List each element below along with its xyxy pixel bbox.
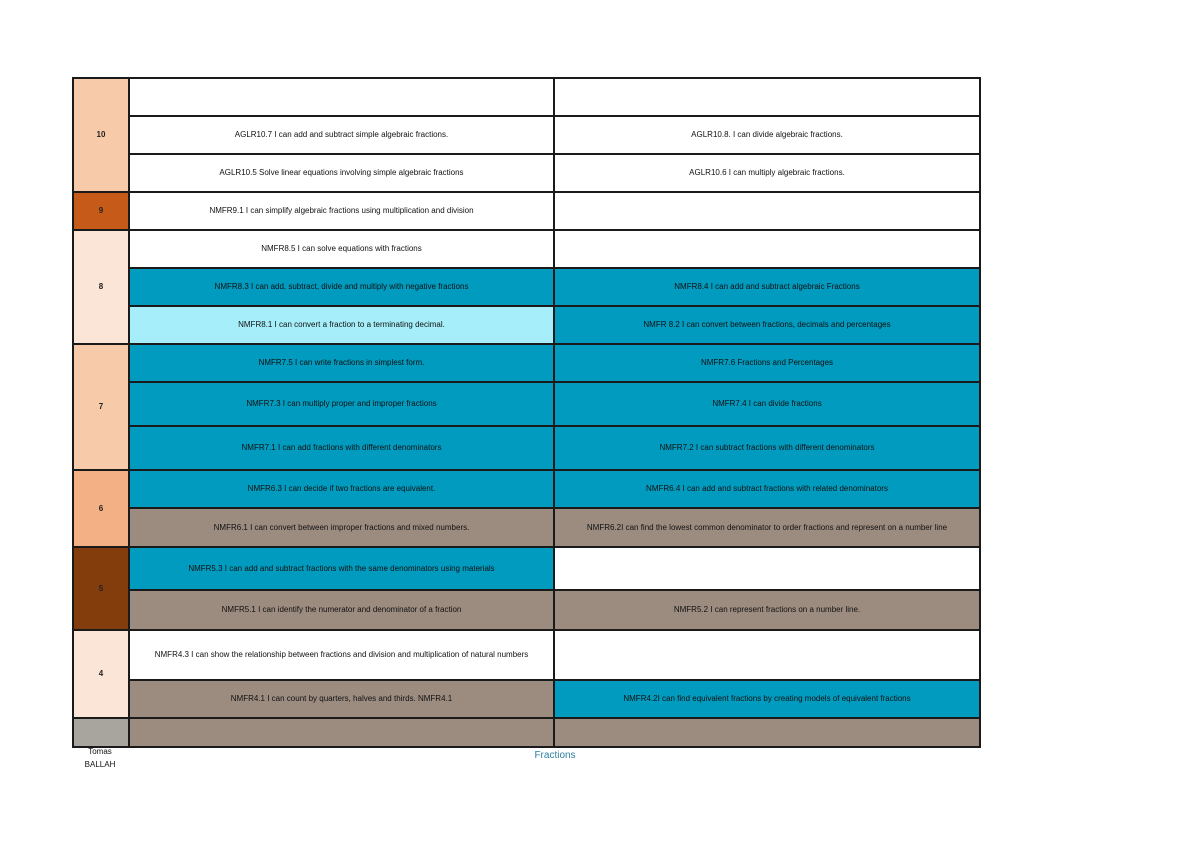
- outcome-cell: NMFR6.2I can find the lowest common denominator to order fractions and represent on a number line: [554, 508, 980, 547]
- outcome-cell: NMFR7.5 I can write fractions in simplest form.: [129, 344, 554, 382]
- outcome-cell: [554, 192, 980, 230]
- level-8-cell: 8: [73, 230, 129, 344]
- outcome-cell: [554, 630, 980, 680]
- table-row: [73, 344, 980, 382]
- level-7-cell: 7: [73, 344, 129, 470]
- author-last-name: BALLAH: [84, 760, 116, 769]
- table-row: [73, 590, 980, 630]
- outcome-cell: AGLR10.6 I can multiply algebraic fractions.: [554, 154, 980, 192]
- table-row: [73, 230, 980, 268]
- outcome-cell: NMFR8.3 I can add, subtract, divide and multiply with negative fractions: [129, 268, 554, 306]
- learning-progression-table: [72, 77, 981, 748]
- outcome-cell: AGLR10.5 Solve linear equations involving simple algebraic fractions: [129, 154, 554, 192]
- outcome-cell: NMFR8.5 I can solve equations with fractions: [129, 230, 554, 268]
- table-row: [73, 382, 980, 426]
- table-row: [73, 78, 980, 116]
- table-row: [73, 508, 980, 547]
- outcome-cell: NMFR7.1 I can add fractions with different denominators: [129, 426, 554, 470]
- outcome-cell: NMFR7.3 I can multiply proper and improper fractions: [129, 382, 554, 426]
- table-row: [73, 470, 980, 508]
- outcome-cell: NMFR6.4 I can add and subtract fractions with related denominators: [554, 470, 980, 508]
- table-row: [73, 630, 980, 680]
- outcome-cell: [554, 78, 980, 116]
- outcome-cell: NMFR8.1 I can convert a fraction to a terminating decimal.: [129, 306, 554, 344]
- outcome-cell: NMFR6.3 I can decide if two fractions are equivalent.: [129, 470, 554, 508]
- table-row: [73, 718, 980, 747]
- table-row: [73, 268, 980, 306]
- outcome-cell: NMFR6.1 I can convert between improper fractions and mixed numbers.: [129, 508, 554, 547]
- level-4-cell: 4: [73, 630, 129, 718]
- empty-level-cell: [73, 718, 129, 747]
- outcome-cell: NMFR5.2 I can represent fractions on a number line.: [554, 590, 980, 630]
- outcome-cell: NMFR5.3 I can add and subtract fractions with the same denominators using materials: [129, 547, 554, 590]
- outcome-cell: NMFR7.4 I can divide fractions: [554, 382, 980, 426]
- outcome-cell: [129, 78, 554, 116]
- outcome-cell: AGLR10.7 I can add and subtract simple algebraic fractions.: [129, 116, 554, 154]
- table-row: [73, 192, 980, 230]
- outcome-cell: NMFR4.2I can find equivalent fractions by creating models of equivalent fractions: [554, 680, 980, 718]
- outcome-cell: NMFR 8.2 I can convert between fractions, decimals and percentages: [554, 306, 980, 344]
- table-row: [73, 680, 980, 718]
- table-row: [73, 306, 980, 344]
- outcome-cell: NMFR7.6 Fractions and Percentages: [554, 344, 980, 382]
- level-9-cell: 9: [73, 192, 129, 230]
- table-row: [73, 154, 980, 192]
- outcome-cell: NMFR5.1 I can identify the numerator and denominator of a fraction: [129, 590, 554, 630]
- outcome-cell: [554, 547, 980, 590]
- level-6-cell: 6: [73, 470, 129, 547]
- author-first-name: Tomas: [88, 747, 112, 756]
- outcome-cell: NMFR9.1 I can simplify algebraic fractions using multiplication and division: [129, 192, 554, 230]
- outcome-cell: NMFR4.3 I can show the relationship between fractions and division and multiplication of natural numbers: [129, 630, 554, 680]
- level-5-cell: 5: [73, 547, 129, 630]
- outcome-cell: [554, 718, 980, 747]
- outcome-cell: [554, 230, 980, 268]
- outcome-cell: AGLR10.8. I can divide algebraic fractions.: [554, 116, 980, 154]
- outcome-cell: NMFR4.1 I can count by quarters, halves and thirds. NMFR4.1: [129, 680, 554, 718]
- table-row: [73, 547, 980, 590]
- author-name: [72, 745, 128, 771]
- table-row: [73, 426, 980, 470]
- outcome-cell: NMFR7.2 I can subtract fractions with different denominators: [554, 426, 980, 470]
- outcome-cell: [129, 718, 554, 747]
- outcome-cell: NMFR8.4 I can add and subtract algebraic Fractions: [554, 268, 980, 306]
- sheet-title: Fractions: [534, 750, 576, 761]
- table-row: [73, 116, 980, 154]
- level-10-cell: 10: [73, 78, 129, 192]
